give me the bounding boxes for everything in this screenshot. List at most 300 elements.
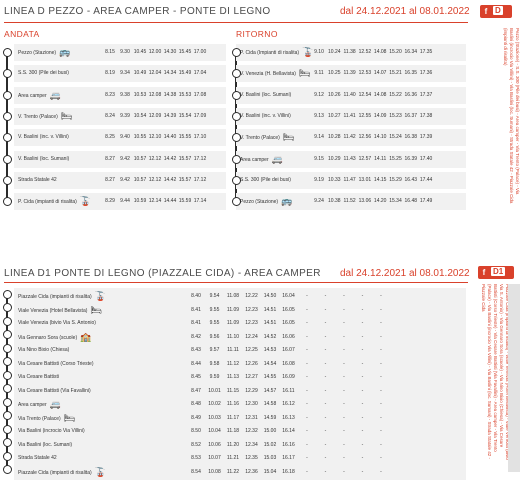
departure-time: 11.52 [343, 198, 356, 205]
departure-time: 11.15 [226, 387, 240, 394]
stop-node [3, 398, 12, 407]
stop-node [3, 112, 12, 121]
departure-time: 15.25 [389, 155, 402, 162]
line-badge [480, 5, 512, 18]
stop-label: Pezzo (Stazione) [240, 199, 279, 206]
departure-time: 16.35 [404, 70, 418, 77]
departure-time: 13.01 [358, 176, 372, 183]
facebook-icon: f [484, 7, 488, 16]
departure-time: - [343, 468, 345, 475]
stop-node [3, 384, 12, 393]
departure-time: 10.57 [133, 176, 147, 183]
departure-time: 16.05 [282, 306, 295, 313]
departure-time: 16.14 [282, 428, 295, 434]
departure-time: - [324, 333, 327, 340]
stop-label: S.S. 300 (Pile dei busi) [240, 176, 291, 183]
departure-time: 16.37 [404, 112, 418, 119]
departure-time: 17.38 [419, 112, 433, 119]
departure-time: - [343, 306, 345, 313]
departure-time: 16.38 [404, 134, 418, 141]
departure-time: - [361, 401, 364, 407]
route-side-note: Via S. Antonio) - Via Gennaro Sora (scuole) - Via Nino Bixio (Chiesa) - Via Cesare Battisti (Corso Trieste) - Via Cesare Battisti (Via Favallini) - Area camper - Via Trento (Palace) - Via Baslini (incrocio Via Villini) - Via Baslini (loc. Sumani) - Strada Statale 42 - Piazzale Cida [481, 284, 504, 459]
camper-icon: 🚐 [49, 399, 61, 409]
departure-time: 11.11 [227, 347, 239, 353]
stop-node [232, 197, 241, 206]
timetable-row [14, 172, 226, 189]
departure-time: 9.13 [314, 112, 324, 119]
departure-time: 12.31 [245, 414, 258, 421]
departure-time: 16.17 [282, 455, 295, 461]
bed-icon: 🛏 [63, 412, 76, 423]
stop-name [18, 466, 106, 479]
departure-time: 14.08 [373, 91, 387, 98]
timetable-row [236, 172, 466, 189]
stop-node [3, 465, 12, 474]
departure-time: 15.23 [389, 112, 402, 119]
departure-time: 15.54 [178, 112, 192, 119]
departure-time: 12.09 [148, 112, 162, 119]
departure-time: 17.12 [193, 176, 207, 183]
departure-time: 17.04 [193, 70, 207, 77]
stop-name [18, 358, 94, 370]
stop-node [232, 133, 241, 142]
departure-time: - [380, 306, 382, 313]
departure-time: 9.59 [209, 374, 220, 380]
departure-time: 10.26 [328, 91, 341, 98]
departure-time: 17.35 [419, 49, 433, 55]
departure-time: - [361, 306, 364, 313]
departure-time: - [361, 320, 364, 326]
cable-car-icon: 🚡 [94, 466, 106, 477]
departure-time: 10.38 [328, 198, 341, 205]
departure-time: - [324, 374, 327, 380]
stop-label: Via Nino Bixio (Chiesa) [18, 347, 70, 353]
departure-time: - [343, 293, 345, 299]
departure-time: 12.32 [245, 428, 258, 434]
departure-time: 11.10 [226, 333, 240, 340]
departure-time: 8.27 [105, 155, 115, 162]
line-code: D [495, 6, 501, 15]
stop-name [18, 110, 72, 124]
departure-time: 16.34 [404, 49, 418, 55]
stop-name [18, 371, 59, 383]
departure-time: 14.58 [263, 401, 277, 407]
page-title: LINEA D1 PONTE DI LEGNO (PIAZZALE CIDA) - AREA CAMPER [4, 268, 321, 279]
stop-node [3, 133, 12, 142]
departure-time: 10.27 [328, 112, 341, 119]
timetable-line-d [0, 0, 520, 222]
departure-time: - [306, 306, 308, 313]
departure-time: - [306, 293, 308, 299]
departure-time: 15.20 [389, 49, 402, 55]
stop-name [240, 131, 294, 145]
departure-time: 11.40 [343, 91, 356, 98]
departure-time: 12.52 [358, 49, 372, 55]
timetable-row [236, 44, 466, 61]
departure-time: 8.43 [191, 347, 201, 353]
departure-time: 12.53 [358, 70, 372, 77]
departure-time: - [361, 374, 364, 380]
stop-label: Via Cesare Battisti [18, 374, 60, 380]
departure-time: - [324, 428, 327, 434]
departure-time: 9.34 [120, 70, 130, 77]
departure-time: 16.04 [282, 293, 295, 299]
departure-time: 9.30 [120, 49, 130, 55]
departure-time: - [380, 320, 382, 326]
departure-time: 17.14 [193, 198, 207, 205]
departure-time: 8.25 [105, 134, 115, 141]
departure-time: - [324, 347, 327, 353]
departure-time: 14.42 [163, 155, 177, 162]
departure-time: - [380, 428, 382, 434]
departure-time: 10.02 [208, 401, 221, 407]
stop-node [3, 197, 12, 206]
departure-time: 16.43 [404, 176, 418, 183]
departure-time: 11.17 [226, 414, 240, 421]
stop-label: Area camper [18, 92, 47, 99]
stop-label: Piazzale Cida (impianti di risalita) [18, 294, 92, 300]
departure-time: - [380, 468, 382, 475]
departure-time: - [343, 333, 345, 340]
departure-time: 12.12 [148, 176, 162, 183]
departure-time: - [306, 374, 308, 380]
departure-time: 15.24 [389, 134, 402, 141]
departure-time: - [380, 360, 382, 367]
departure-time: 16.11 [282, 387, 295, 394]
departure-time: 8.19 [105, 70, 115, 77]
stop-name [240, 67, 310, 81]
page-title: LINEA D PEZZO - AREA CAMPER - PONTE DI LEGNO [4, 6, 271, 17]
departure-time: - [324, 387, 327, 394]
departure-time: 15.22 [389, 91, 402, 98]
departure-time: 16.05 [282, 320, 295, 326]
departure-time: 12.29 [245, 387, 258, 394]
departure-time: 17.00 [193, 49, 207, 55]
departure-time: 16.09 [282, 374, 295, 380]
departure-time: 11.13 [226, 374, 240, 380]
departure-time: 17.44 [419, 176, 433, 183]
departure-time: 15.57 [178, 176, 192, 183]
departure-time: 10.54 [133, 112, 147, 119]
departure-time: 12.27 [245, 374, 258, 380]
departure-time: - [380, 374, 382, 380]
departure-time: - [324, 414, 327, 421]
departure-time: 9.44 [120, 198, 130, 205]
departure-time: 16.18 [282, 468, 295, 475]
stop-label: Via Cesare Battisti (Corso Trieste) [18, 360, 94, 367]
timetable-row [236, 151, 466, 168]
departure-time: 14.51 [263, 320, 277, 326]
departure-time: - [306, 414, 308, 421]
departure-time: - [361, 333, 364, 340]
departure-time: 14.08 [373, 49, 387, 55]
departure-time: 8.45 [191, 374, 201, 380]
departure-time: - [380, 455, 382, 461]
outbound-header: ANDATA [4, 29, 40, 39]
departure-time: 12.23 [245, 306, 258, 313]
timetable-row [14, 108, 226, 125]
departure-time: - [306, 401, 308, 407]
departure-time: - [324, 441, 327, 448]
departure-time: 11.21 [226, 455, 240, 461]
departure-time: - [380, 333, 382, 340]
departure-time: 11.16 [226, 401, 240, 407]
departure-time: - [343, 387, 345, 394]
departure-time: 9.57 [209, 347, 220, 353]
departure-time: - [361, 455, 364, 461]
stop-node [3, 371, 12, 380]
departure-time: 11.47 [343, 176, 356, 183]
departure-time: 14.57 [263, 387, 277, 394]
title-divider [4, 282, 468, 283]
departure-time: 10.55 [133, 134, 147, 141]
stop-node [3, 303, 12, 312]
departure-time: 10.57 [133, 155, 147, 162]
departure-time: - [306, 320, 308, 326]
departure-time: 17.37 [419, 91, 433, 98]
bed-icon: 🛏 [90, 304, 102, 315]
validity-dates: dal 24.12.2021 al 08.01.2022 [340, 6, 470, 17]
stop-label: V. Baslini (inc. v. Villini) [18, 134, 69, 141]
stop-name [18, 344, 69, 356]
departure-time: 17.36 [419, 70, 433, 77]
departure-time: 17.40 [419, 155, 433, 162]
departure-time: - [361, 293, 364, 299]
departure-time: 12.57 [358, 155, 372, 162]
departure-time: - [380, 401, 382, 407]
departure-time: - [361, 428, 364, 434]
departure-time: 8.41 [191, 306, 201, 313]
stop-label: Area camper [240, 156, 269, 163]
departure-time: 8.24 [105, 112, 115, 119]
stop-label: P. Cida (impianti di risalita) [18, 199, 77, 206]
departure-time: 14.11 [374, 155, 387, 162]
departure-time: 12.26 [245, 360, 258, 367]
school-icon: 🏫 [80, 331, 92, 342]
departure-time: 9.15 [314, 155, 324, 162]
departure-time: 11.43 [343, 155, 356, 162]
departure-time: 17.09 [193, 112, 207, 119]
departure-time: 10.33 [328, 176, 341, 183]
departure-time: 12.55 [358, 112, 372, 119]
stop-label: S.S. 300 (Pile dei busi) [18, 70, 69, 77]
stop-label: Via Baslini (loc. Sumani) [18, 441, 73, 448]
stop-name [18, 89, 61, 103]
departure-time: 15.34 [389, 198, 402, 205]
departure-time: 12.23 [245, 320, 258, 326]
departure-time: 12.22 [245, 293, 258, 299]
stop-node [3, 176, 12, 185]
timetable-row [236, 108, 466, 125]
departure-time: 8.49 [191, 414, 201, 421]
stop-label: Strada Statale 42 [18, 176, 57, 183]
departure-time: 15.29 [389, 176, 402, 183]
line-code: D1 [493, 267, 504, 276]
departure-time: 9.58 [209, 360, 220, 367]
departure-time: - [343, 360, 345, 367]
departure-time: 9.19 [314, 176, 324, 183]
stop-label: Via Cesare Battisti (Via Favallini) [18, 387, 91, 394]
stop-name [240, 110, 291, 123]
departure-time: 9.40 [120, 134, 130, 141]
departure-time: 15.21 [389, 70, 402, 77]
departure-time: 14.42 [163, 176, 177, 183]
stop-name [18, 174, 57, 187]
departure-time: 11.41 [343, 112, 356, 119]
stop-name [18, 317, 96, 329]
departure-time: - [324, 306, 327, 313]
departure-time: 12.14 [148, 198, 162, 205]
facebook-icon: f [482, 268, 486, 277]
timetable-row [14, 464, 466, 480]
departure-time: 12.10 [148, 134, 162, 141]
departure-time: 10.24 [328, 49, 341, 55]
departure-time: 8.29 [105, 198, 115, 205]
departure-time: 9.42 [120, 155, 130, 162]
stop-node [3, 330, 12, 339]
validity-dates: dal 24.12.2021 al 08.01.2022 [340, 268, 470, 279]
stop-node [3, 438, 12, 447]
departure-time: 14.55 [263, 374, 277, 380]
stop-name [18, 153, 69, 166]
stop-name [240, 46, 313, 60]
departure-time: 8.54 [191, 468, 201, 475]
departure-time: 15.59 [178, 198, 192, 205]
departure-time: 9.54 [209, 293, 220, 299]
departure-time: 11.12 [226, 360, 240, 367]
stop-node [232, 112, 241, 121]
camper-icon: 🚐 [49, 89, 61, 100]
departure-time: 14.59 [263, 414, 277, 421]
departure-time: 12.00 [148, 49, 162, 55]
departure-time: 14.40 [163, 134, 177, 141]
stop-label: Via Trento (Palace) [18, 415, 61, 422]
stop-node [3, 452, 12, 461]
title-divider [4, 22, 468, 23]
departure-time: 10.29 [328, 155, 341, 162]
departure-time: 14.39 [163, 112, 177, 119]
stop-name [18, 46, 70, 60]
departure-time: 12.24 [245, 333, 258, 340]
departure-time: - [306, 441, 308, 448]
departure-time: - [306, 455, 308, 461]
departure-time: 12.35 [245, 455, 258, 461]
timetable-row [236, 87, 466, 104]
stop-label: Viale Venezia (Hotel Bellavista) [18, 307, 88, 314]
departure-time: 9.42 [120, 176, 130, 183]
stop-node [3, 91, 12, 100]
stop-node [3, 69, 12, 78]
departure-time: 14.50 [263, 293, 277, 299]
bed-icon: 🛏 [298, 68, 311, 79]
stop-name [18, 425, 85, 437]
stop-node [3, 411, 12, 420]
stop-label: Via Gennaro Sora (scuole) [18, 334, 78, 341]
stop-node [3, 344, 12, 353]
scroll-edge [508, 284, 520, 472]
departure-time: - [306, 333, 308, 340]
stop-label: V. Trento (Palace) [18, 113, 58, 120]
bus-icon: 🚌 [281, 196, 293, 207]
departure-time: 10.04 [208, 428, 221, 434]
departure-time: - [306, 387, 308, 394]
departure-time: 14.09 [373, 112, 387, 119]
departure-time: 14.34 [163, 70, 177, 77]
bed-icon: 🛏 [60, 110, 73, 121]
bed-icon: 🛏 [282, 132, 295, 143]
departure-time: 8.15 [105, 49, 115, 55]
stop-node [3, 155, 12, 164]
stop-node [232, 155, 241, 164]
stop-label: Via Baslini (incrocio Via Villini) [18, 428, 85, 434]
timetable-line-d1 [0, 262, 520, 477]
stop-label: P. Cida (Impianti di risalita) [240, 50, 300, 56]
return-header: RITORNO [236, 29, 278, 39]
departure-time: 14.53 [263, 347, 277, 353]
departure-time: 9.39 [120, 112, 130, 119]
departure-time: 14.20 [373, 198, 387, 205]
stop-label: V. Baslini (loc. Sumani) [240, 91, 292, 98]
departure-time: 16.07 [282, 347, 295, 353]
departure-time: 15.49 [178, 70, 192, 77]
departure-time: - [361, 468, 364, 475]
departure-time: 16.06 [282, 333, 295, 340]
departure-time: 8.23 [105, 91, 115, 98]
departure-time: - [380, 387, 382, 394]
departure-time: 11.20 [226, 441, 240, 448]
departure-time: 11.08 [226, 293, 240, 299]
departure-time: 16.13 [282, 414, 295, 421]
departure-time: 10.45 [133, 49, 147, 55]
cable-car-icon: 🚡 [94, 291, 106, 301]
departure-time: 12.56 [358, 134, 372, 141]
departure-time: 8.44 [191, 360, 201, 367]
departure-time: 16.12 [282, 401, 295, 407]
stop-label: Pezzo (Stazione) [18, 50, 57, 56]
departure-time: 11.09 [226, 320, 240, 326]
departure-time: 17.12 [193, 155, 207, 162]
departure-time: 8.42 [191, 333, 201, 340]
bus-icon: 🚌 [59, 47, 71, 57]
departure-time: 16.16 [282, 441, 295, 448]
departure-time: 8.50 [191, 428, 201, 434]
departure-time: - [343, 428, 345, 434]
departure-time: 12.12 [148, 155, 162, 162]
departure-time: 8.40 [191, 293, 201, 299]
timetable-row [14, 151, 226, 168]
departure-time: - [324, 468, 327, 475]
stop-node [3, 317, 12, 326]
departure-time: 11.39 [343, 70, 356, 77]
timetable-row [14, 193, 226, 210]
stop-label: V. Baslini (inc. v. Villini) [240, 112, 291, 119]
timetable-row [14, 44, 226, 61]
departure-time: 17.49 [419, 198, 433, 205]
departure-time: 16.39 [404, 155, 418, 162]
departure-time: 12.08 [148, 91, 162, 98]
stop-name [240, 174, 291, 187]
departure-time: 9.24 [314, 198, 324, 205]
departure-time: 15.57 [178, 155, 192, 162]
stop-label: V. Baslini (loc. Sumani) [18, 155, 70, 162]
departure-time: 16.08 [282, 360, 295, 367]
departure-time: 15.55 [178, 134, 192, 141]
departure-time: 10.53 [133, 91, 147, 98]
departure-time: 9.11 [314, 70, 324, 77]
departure-time: - [306, 428, 308, 434]
departure-time: 9.56 [209, 333, 220, 340]
route-side-note: Pezzo (Stazione) - S.S. 300 (Pile dei busi) - Area camper - Via Trento (Palace) - Via Baslini (incrocio Via Villini) - Via Baslini (loc. Sumani) - Strada Statale 42 - Piazzale Cida (impianti di risalita) [503, 28, 520, 204]
